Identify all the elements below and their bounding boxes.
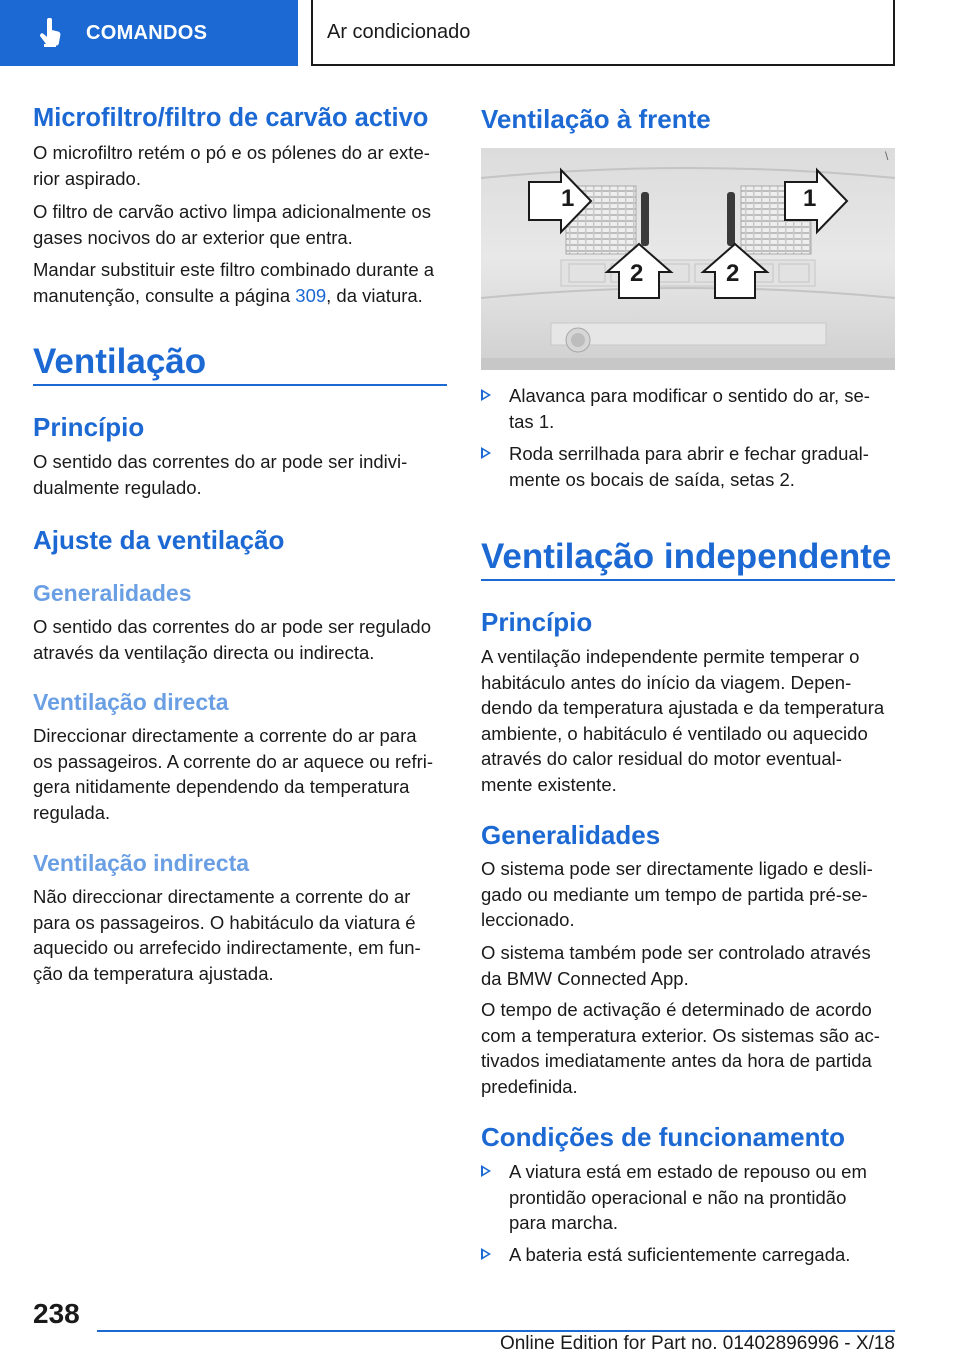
section-title-bar	[311, 0, 895, 66]
footer-rule	[97, 1330, 895, 1332]
footer-edition: Online Edition for Part no. 01402896996 - X/18	[499, 1333, 895, 1354]
heading-indirecta: Ventilação indirecta	[33, 850, 250, 876]
hand-pointer-icon	[38, 18, 64, 48]
heading-ventilacao: Ventilação	[33, 342, 207, 381]
chapter-tab-label: COMANDOS	[86, 21, 208, 44]
heading-generalidades: Generalidades	[33, 580, 192, 606]
svg-text:1: 1	[561, 185, 575, 212]
paragraph-generalidades-1: O sistema pode ser directamente ligado e desli- gado ou mediante um tempo de partida pré-se- leccionado.	[481, 858, 873, 930]
bullet-triangle-icon	[481, 1165, 491, 1177]
bullet-triangle-icon	[481, 1248, 491, 1260]
svg-text:1: 1	[803, 185, 817, 212]
svg-text:\: \	[885, 149, 889, 163]
paragraph-generalidades-2: O sistema também pode ser controlado através da BMW Connected App.	[481, 942, 871, 989]
paragraph-microfiltro-1: O microfiltro retém o pó e os pólenes do ar exte- rior aspirado.	[33, 142, 430, 189]
svg-text:2: 2	[630, 260, 644, 287]
chapter-tab[interactable]	[0, 0, 298, 66]
paragraph-microfiltro-3: Mandar substituir este filtro combinado durante a manutenção, consulte a página 309, da viatura.	[33, 259, 435, 306]
heading-principio: Princípio	[33, 412, 145, 442]
page-link-309[interactable]: 309	[295, 284, 327, 306]
section-title: Ar condicionado	[327, 20, 471, 43]
heading-ajuste: Ajuste da ventilação	[33, 525, 285, 555]
heading-generalidades-independente: Generalidades	[481, 820, 661, 850]
heading-rule	[33, 384, 447, 386]
paragraph-principio-independente: A ventilação independente permite temperar o habitáculo antes do início da viagem. Depen- dendo da temperatura ajustada e da temperatura ambiente, o habitáculo é ventilado ou aquecido através do calor residual do motor eventual- mente existente.	[481, 646, 885, 795]
paragraph-indirecta: Não direccionar directamente a corrente do ar para os passageiros. O habitáculo da viatura é aquecido ou arrefecido indirectamente, em fun- ção da temperatura ajustada.	[33, 886, 421, 984]
bullet-item: Roda serrilhada para abrir e fechar gradual- mente os bocais de saída, setas 2.	[481, 441, 895, 492]
paragraph-directa: Direccionar directamente a corrente do ar para os passageiros. A corrente do ar aquece ou refri- gera nitidamente dependendo da temperatura regulada.	[33, 725, 434, 823]
heading-frente: Ventilação à frente	[481, 104, 711, 134]
heading-principio-independente: Princípio	[481, 607, 593, 637]
bullet-item: Alavanca para modificar o sentido do ar, se- tas 1.	[481, 383, 895, 434]
page-number: 238	[33, 1298, 80, 1329]
bullet-item: A viatura está em estado de repouso ou em prontidão operacional e não na prontidão para marcha.	[481, 1159, 895, 1236]
vent-photo	[481, 148, 895, 370]
heading-microfiltro: Microfiltro/filtro de carvão activo	[33, 104, 429, 132]
paragraph-generalidades-3: O tempo de activação é determinado de acordo com a temperatura exterior. Os sistemas são ac- tivados imediatamente antes da hora de partida predefinida.	[481, 999, 880, 1097]
paragraph-microfiltro-2: O filtro de carvão activo limpa adicionalmente os gases nocivos do ar exterior que entra.	[33, 201, 431, 248]
bullet-triangle-icon	[481, 447, 491, 459]
heading-rule	[481, 579, 895, 581]
paragraph-generalidades: O sentido das correntes do ar pode ser regulado através da ventilação directa ou indirecta.	[33, 616, 431, 663]
svg-text:2: 2	[726, 260, 740, 287]
heading-condicoes: Condições de funcionamento	[481, 1122, 846, 1152]
bullet-triangle-icon	[481, 389, 491, 401]
paragraph-principio: O sentido das correntes do ar pode ser indivi- dualmente regulado.	[33, 451, 408, 498]
bullet-item: A bateria está suficientemente carregada.	[481, 1242, 895, 1268]
heading-independente: Ventilação independente	[481, 537, 892, 576]
heading-directa: Ventilação directa	[33, 689, 229, 715]
